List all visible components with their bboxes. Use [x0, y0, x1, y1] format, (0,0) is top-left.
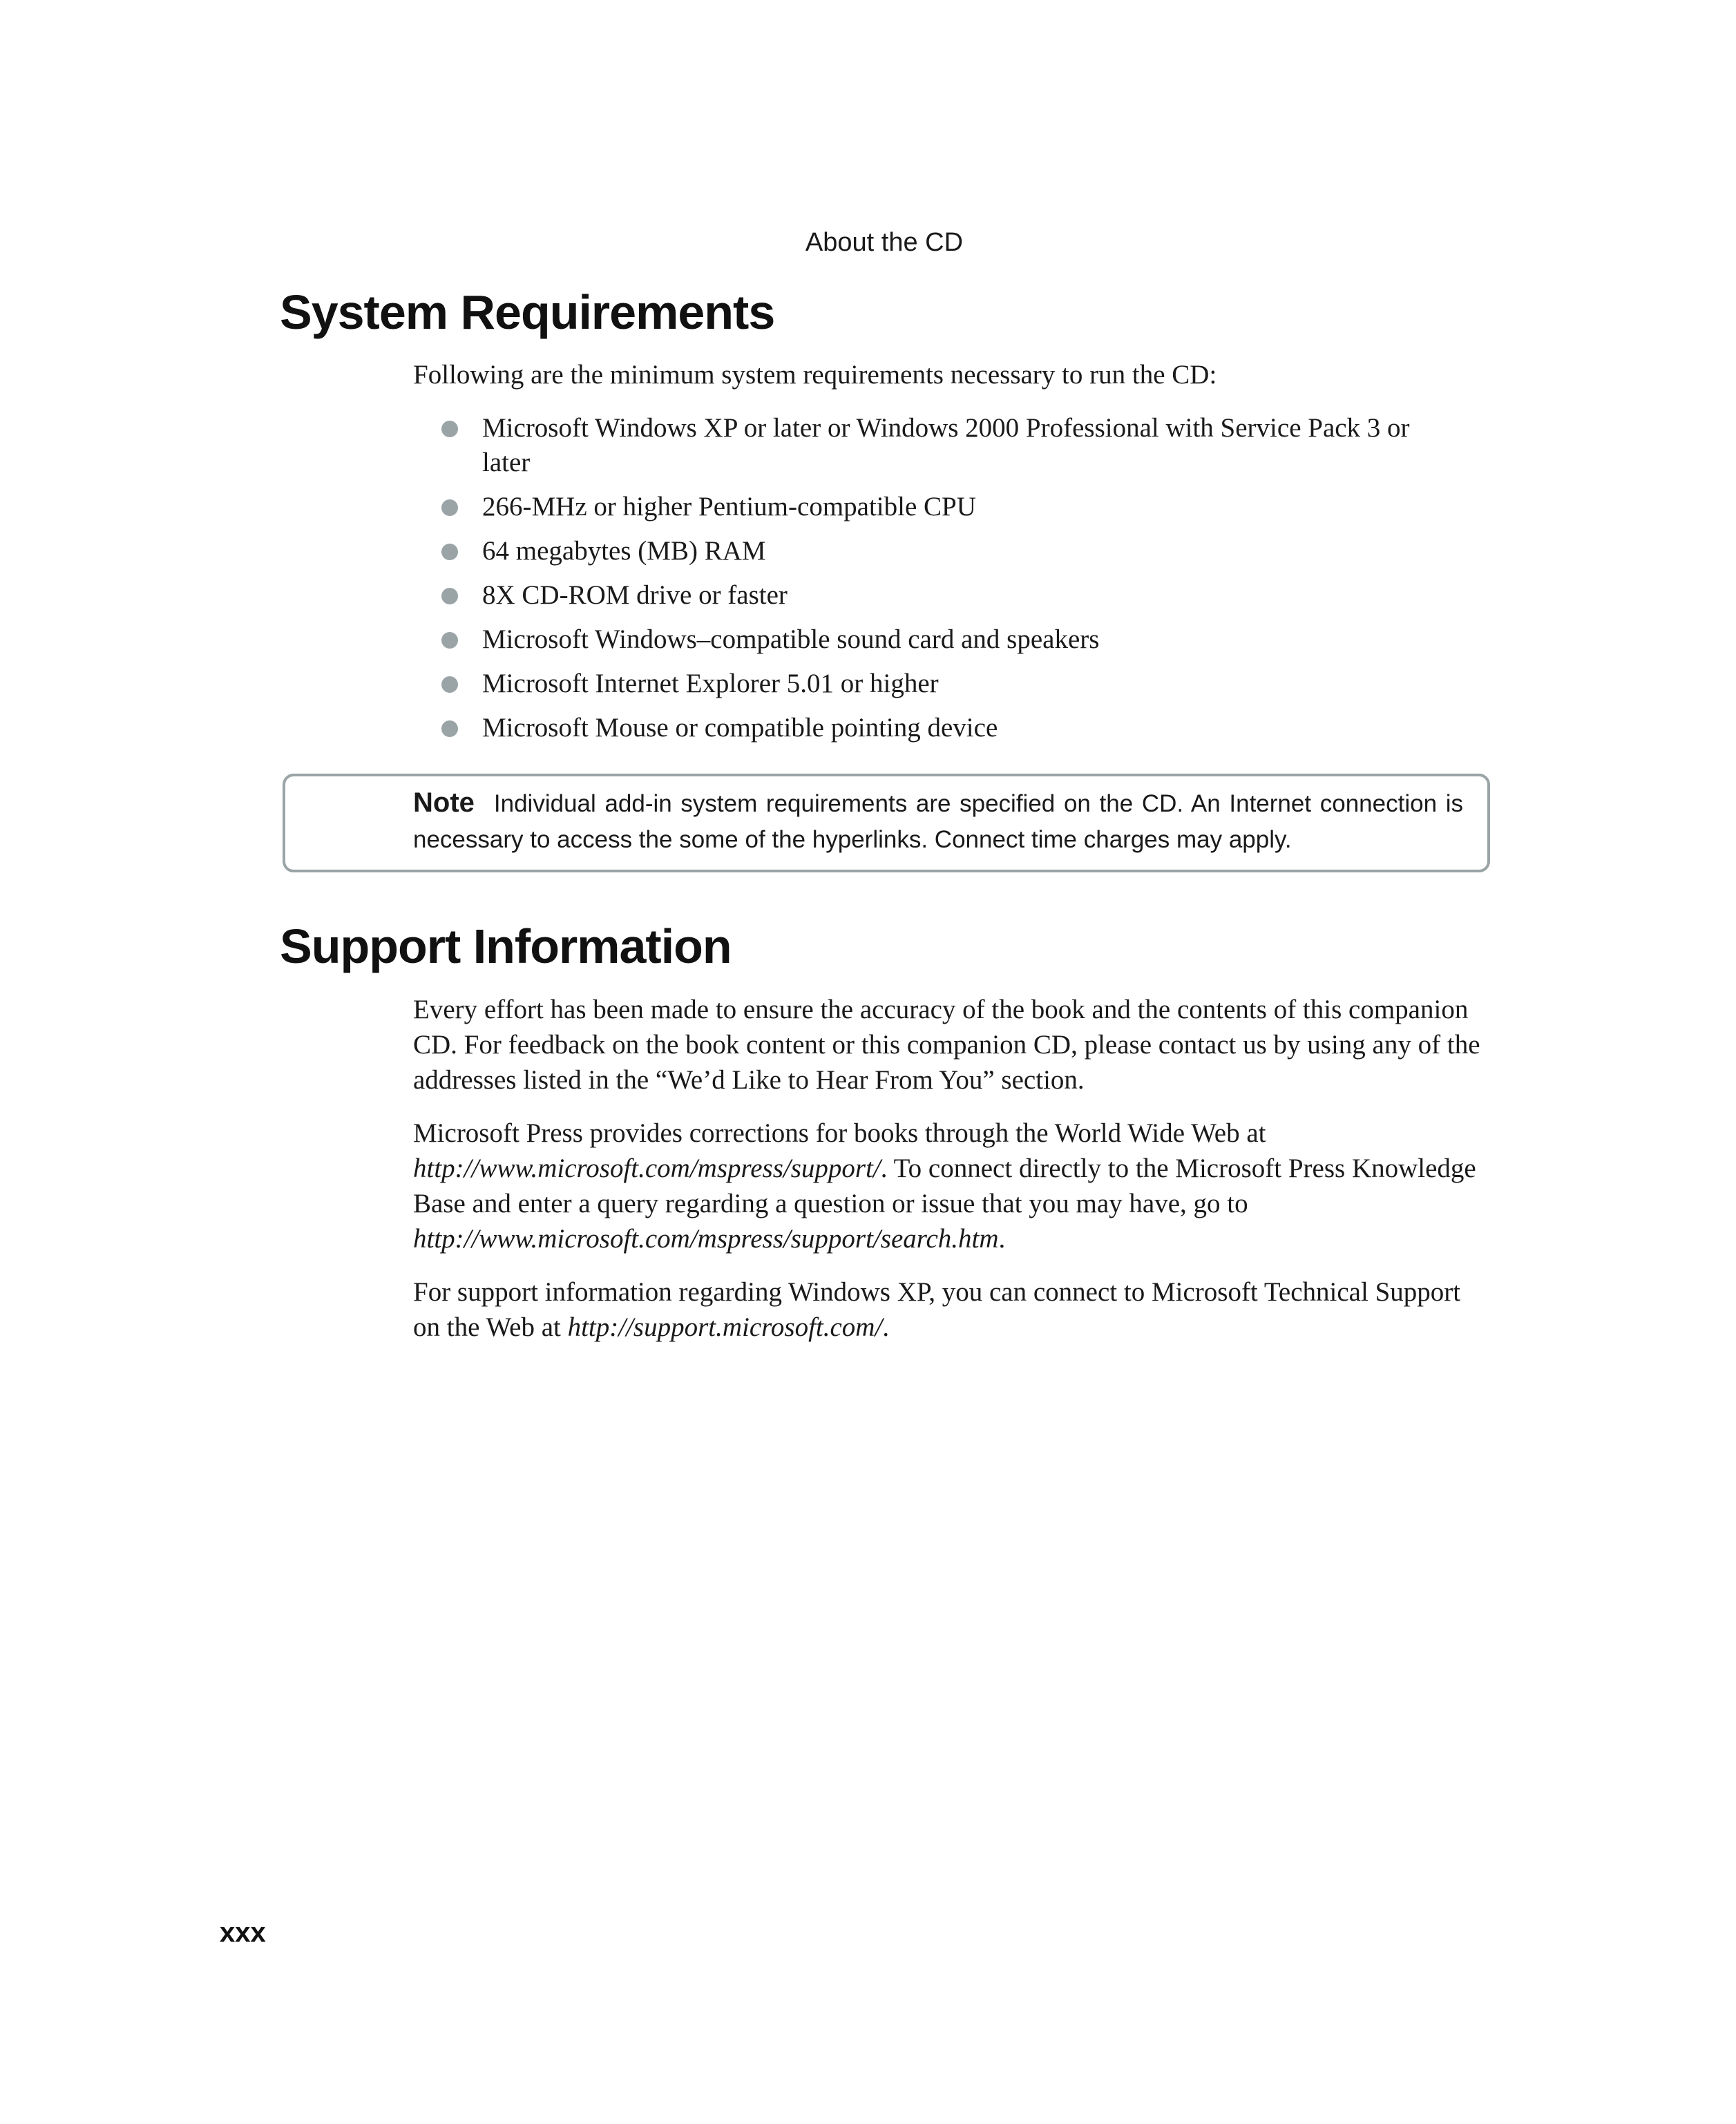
list-item-text: 8X CD-ROM drive or faster	[482, 580, 788, 610]
bullet-icon	[441, 544, 458, 560]
requirements-list	[413, 411, 1463, 755]
note-label: Note	[413, 787, 475, 818]
paragraph-text: .	[882, 1312, 890, 1342]
list-item-text: Microsoft Internet Explorer 5.01 or higher	[482, 669, 939, 698]
list-item-text: Microsoft Mouse or compatible pointing device	[482, 713, 998, 743]
paragraph-text: . To connect directly to the Microsoft Press Knowledge Base and enter a query regarding a question or issue that you may have, go to	[413, 1154, 1476, 1218]
system-requirements-heading: System Requirements	[280, 285, 775, 339]
support-url-link[interactable]: http://www.microsoft.com/mspress/support/	[413, 1154, 881, 1183]
list-item	[413, 490, 1463, 524]
list-item	[413, 411, 1463, 480]
list-item	[413, 578, 1463, 613]
bullet-icon	[441, 632, 458, 649]
page-number: xxx	[220, 1917, 266, 1948]
bullet-icon	[441, 720, 458, 737]
support-paragraph: Every effort has been made to ensure the accuracy of the book and the contents of this companion CD. For feedback on the book content or this companion CD, please contact us by using any of the addresses listed in the “We’d Like to Hear From You” section.	[413, 995, 1480, 1095]
support-information-heading: Support Information	[280, 919, 732, 973]
bullet-icon	[441, 499, 458, 516]
list-item-text: 266-MHz or higher Pentium-compatible CPU	[482, 492, 976, 522]
paragraph-text: .	[998, 1224, 1006, 1254]
running-head: About the CD	[805, 228, 964, 257]
paragraph-text: For support information regarding Windows XP, you can connect to Microsoft Technical Support on the Web at	[413, 1277, 1461, 1342]
note-text	[413, 785, 1463, 858]
list-item-text: Microsoft Windows–compatible sound card and speakers	[482, 624, 1100, 654]
list-item	[413, 534, 1463, 568]
bullet-icon	[441, 676, 458, 693]
technical-support-url-link[interactable]: http://support.microsoft.com/	[567, 1312, 883, 1342]
support-body	[413, 992, 1484, 1363]
paragraph-text: Microsoft Press provides corrections for books through the World Wide Web at	[413, 1118, 1266, 1148]
list-item-text: 64 megabytes (MB) RAM	[482, 536, 766, 566]
bullet-icon	[441, 588, 458, 604]
search-url-link[interactable]: http://www.microsoft.com/mspress/support/search.htm	[413, 1224, 999, 1254]
list-item	[413, 711, 1463, 745]
list-item	[413, 667, 1463, 701]
note-body: Individual add-in system requirements are specified on the CD. An Internet connection is necessary to access the some of the hyperlinks. Connect time charges may apply.	[413, 790, 1463, 853]
support-paragraph	[413, 1274, 1484, 1345]
bullet-icon	[441, 421, 458, 437]
support-paragraph	[413, 1116, 1484, 1256]
list-item-text: Microsoft Windows XP or later or Windows 2000 Professional with Service Pack 3 or later	[482, 413, 1410, 477]
requirements-intro: Following are the minimum system requirements necessary to run the CD:	[413, 360, 1217, 390]
list-item	[413, 622, 1463, 657]
